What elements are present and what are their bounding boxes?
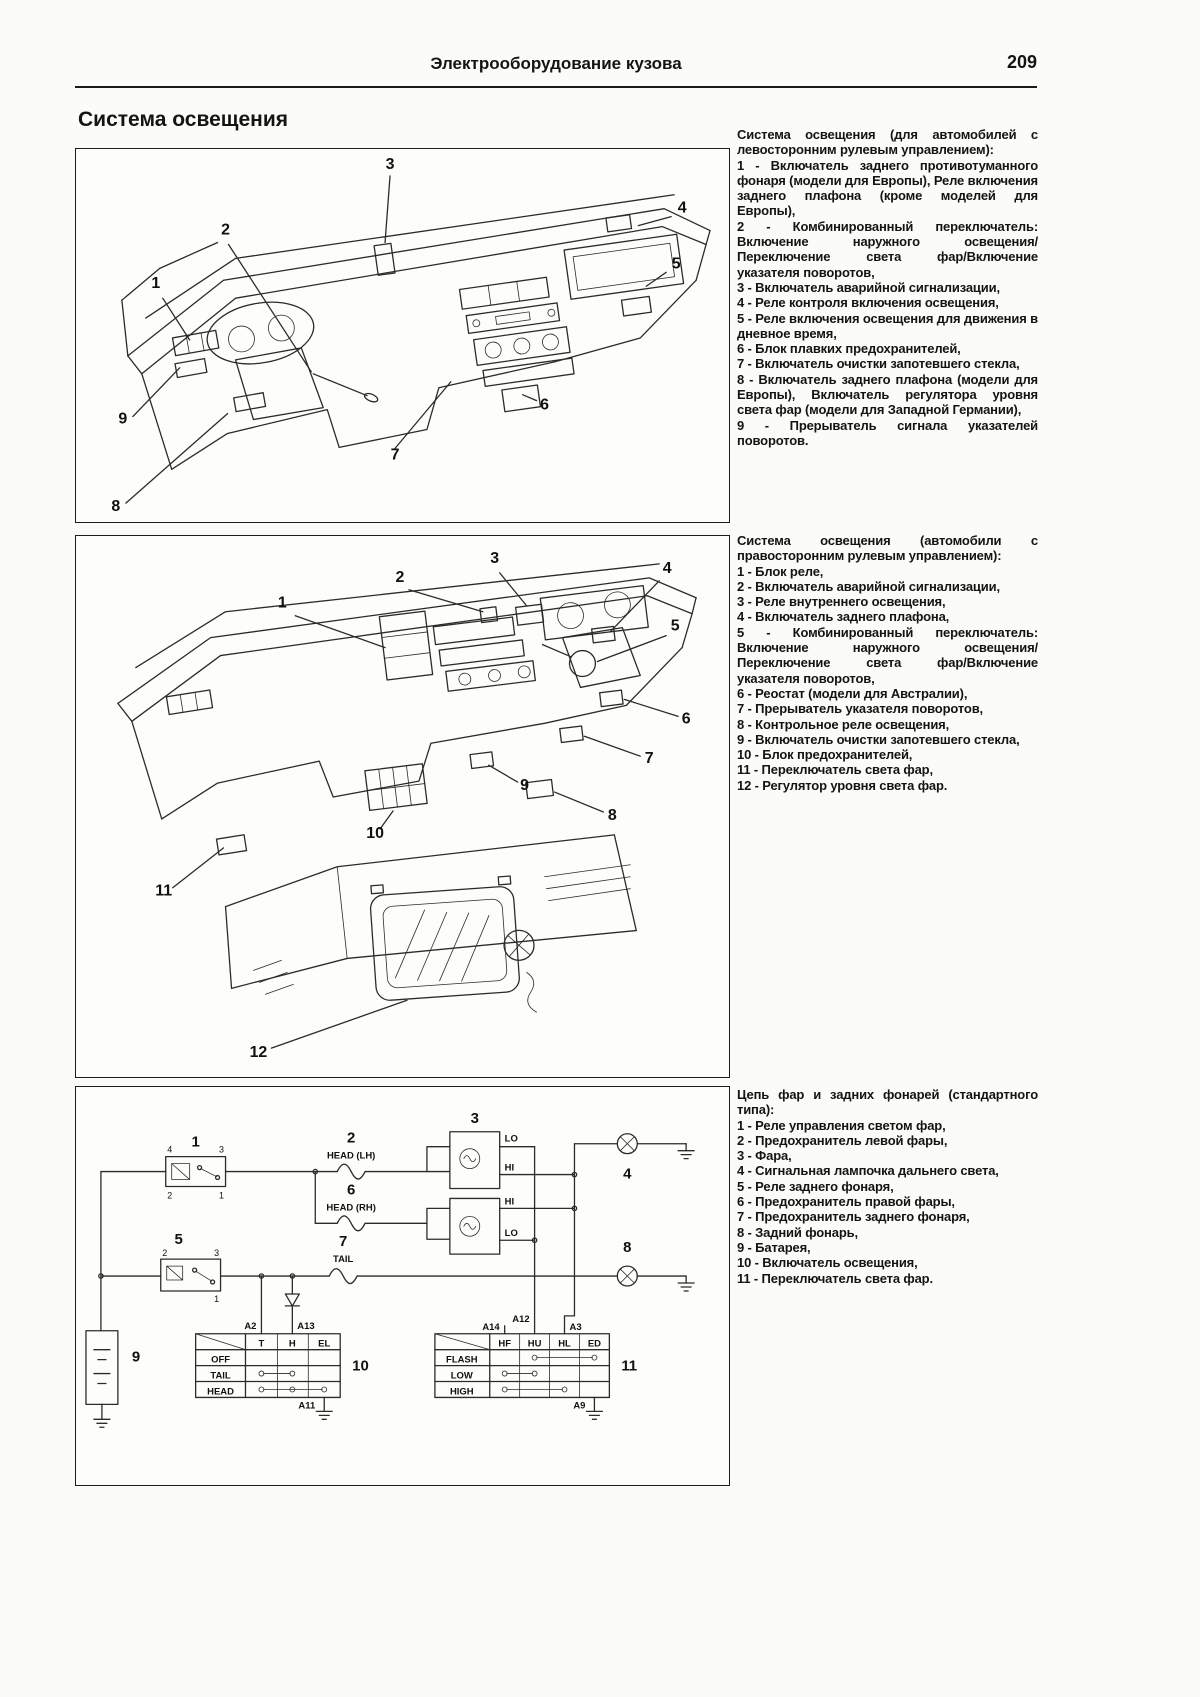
connector-label: A13 [297,1320,315,1332]
legend-item: 1 - Реле управления светом фар, [737,1117,946,1133]
rear-lamp-switch [234,393,266,412]
fuse-label: HEAD (RH) [326,1202,376,1214]
callout-label: 9 [520,777,530,795]
callout-label: 1 [277,594,287,612]
legend-item: 9 - Батарея, [737,1239,811,1255]
table-row-label: HEAD [207,1386,234,1398]
terminal-label: 1 [219,1190,225,1201]
daytime-light-relay [622,296,652,316]
legend-item: 11 - Переключатель света фар. [737,1270,933,1286]
rhd-dashboard-drawing [76,536,729,1077]
light-control-relay [606,215,632,232]
legend-item: 2 - Комбинированный переключатель: Включение наружного освещения/Переключение света фар/Включение указателя поворотов, [737,218,1038,280]
legend-item: 6 - Блок плавких предохранителей, [737,341,961,357]
legend-item: 9 - Включатель очистки запотевшего стекла, [737,731,1020,747]
hazard-switch [374,243,395,275]
legend-item: 6 - Реостат (модели для Австралии), [737,685,968,701]
table-col-label: HL [558,1338,571,1350]
callout-label: 1 [151,275,161,293]
callout-label: 7 [644,750,654,768]
rheostat [600,690,623,707]
legend-rhd [737,533,1038,793]
fuse-block [365,764,427,811]
table-col-label: HF [498,1338,511,1350]
terminal-label: 1 [214,1293,220,1304]
lhd-dashboard-drawing [76,149,729,522]
connector-label: A14 [482,1321,500,1333]
callout-label: 5 [174,1231,183,1249]
dashboard-line-art [118,564,696,1012]
connector-label: A3 [569,1321,582,1333]
callout-label: 11 [155,882,173,900]
legend-intro: Система освещения (для автомобилей с левосторонним рулевым управлением): [737,127,1038,158]
headlight-relay-symbol [166,1157,226,1187]
callout-label: 4 [677,199,687,217]
legend-item: 12 - Регулятор уровня света фар. [737,777,948,793]
taillight-relay-symbol [161,1259,221,1291]
figure-wiring-diagram [75,1086,730,1486]
legend-lhd [737,127,1038,448]
legend-item: 7 - Предохранитель заднего фонаря, [737,1209,970,1225]
figure-rhd-dashboard [75,535,730,1078]
connector-label: A11 [298,1400,316,1412]
legend-item: 7 - Прерыватель указателя поворотов, [737,701,983,717]
legend-item: 1 - Включатель заднего противотуманного фонаря (модели для Европы), Реле включения заднего плафона (кроме моделей для Европы), [737,157,1038,219]
callout-label: 9 [131,1348,141,1366]
page-header-title: Электрооборудование кузова [430,54,682,73]
connector-label: A12 [512,1313,530,1325]
terminal-label: 2 [167,1190,173,1201]
callout-label: 3 [490,549,500,567]
callout-label: 10 [366,824,384,842]
beam-label: LO [504,1228,518,1240]
table-row-label: OFF [211,1354,231,1366]
interior-light-relay [516,604,544,625]
callout-label: 1 [191,1133,200,1151]
callout-label: 7 [390,446,400,464]
section-title: Система освещения [78,108,288,131]
fuse-label: HEAD (LH) [326,1150,376,1162]
relay-block [379,611,432,680]
callout-label: 6 [540,396,549,414]
callout-label: 9 [118,410,128,428]
callout-label: 8 [607,806,617,824]
table-row-label: HIGH [449,1386,474,1398]
callout-label: 8 [111,498,121,516]
headlight-assembly-drawing [226,835,637,1012]
headlight-rh-symbol [450,1198,500,1254]
legend-item: 7 - Включатель очистки запотевшего стекла, [737,356,1020,372]
legend-item: 6 - Предохранитель правой фары, [737,1194,955,1210]
battery-symbol [86,1331,118,1405]
turn-signal-flasher [560,726,583,743]
legend-item: 3 - Включатель аварийной сигнализации, [737,279,1000,295]
table-row-label: TAIL [210,1370,231,1382]
legend-wiring [737,1087,1038,1286]
callout-label: 4 [662,559,672,577]
callout-label: 3 [385,155,395,173]
table-col-label: HU [527,1338,542,1350]
callout-label: 4 [623,1165,632,1183]
figure-lhd-dashboard [75,148,730,523]
callout-label: 6 [681,710,691,728]
legend-item: 2 - Включатель аварийной сигнализации, [737,578,1000,594]
legend-item: 8 - Включатель заднего плафона (модели для Европы), Включатель регулятора уровня света фар (модели для Западной Германии), [737,371,1038,418]
legend-item: 8 - Задний фонарь, [737,1224,858,1240]
table-row-label: FLASH [446,1354,478,1366]
legend-intro: Цепь фар и задних фонарей (стандартного типа): [737,1087,1038,1118]
legend-item: 11 - Переключатель света фар, [737,762,933,778]
terminal-label: 4 [167,1144,173,1155]
table-col-label: T [258,1338,265,1350]
legend-item: 4 - Включатель заднего плафона, [737,609,950,625]
beam-label: HI [504,1196,515,1208]
terminal-label: 3 [219,1144,225,1155]
beam-label: HI [504,1162,515,1174]
headlight-switch-pod [216,835,246,855]
page-number: 209 [1006,52,1037,72]
legend-item: 3 - Реле внутреннего освещения, [737,594,946,610]
table-col-label: ED [587,1338,601,1350]
header-rule [75,86,1037,88]
legend-item: 8 - Контрольное реле освещения, [737,716,950,732]
callout-label: 5 [670,617,680,635]
legend-item: 10 - Включатель освещения, [737,1255,918,1271]
callout-label: 12 [249,1044,268,1062]
table-col-label: H [288,1338,296,1350]
schematic-wires [86,1129,694,1428]
callout-label: 11 [621,1357,638,1375]
legend-item: 10 - Блок предохранителей, [737,747,913,763]
legend-intro: Система освещения (автомобили с правосторонним рулевым управлением): [737,533,1038,564]
callout-label: 6 [346,1181,356,1199]
legend-item: 5 - Реле заднего фонаря, [737,1178,894,1194]
callout-label: 2 [346,1129,356,1147]
callout-label: 3 [470,1109,479,1127]
callout-label: 5 [671,255,681,273]
legend-item: 5 - Реле включения освещения для движения в дневное время, [737,310,1038,341]
table-row-label: LOW [450,1370,473,1382]
combination-switch-stalk [313,374,367,396]
terminal-label: 2 [162,1248,168,1259]
legend-item: 3 - Фара, [737,1148,792,1164]
light-control-relay [526,780,554,799]
callout-label: 8 [623,1239,632,1257]
terminal-label: 3 [214,1248,220,1259]
legend-item: 4 - Сигнальная лампочка дальнего света, [737,1163,999,1179]
legend-item: 2 - Предохранитель левой фары, [737,1132,948,1148]
combination-switch [569,651,595,677]
callout-label: 2 [395,568,405,586]
legend-item: 1 - Блок реле, [737,563,824,579]
beam-label: LO [504,1133,518,1145]
legend-item: 5 - Комбинированный переключатель: Включение наружного освещения/Переключение света фар/Включение указателя поворотов, [737,624,1038,686]
fuse-label: TAIL [333,1254,354,1266]
wiring-schematic [76,1087,729,1485]
connector-label: A2 [244,1320,257,1332]
callout-leaders [173,573,678,1048]
fuse-block [502,385,541,412]
callout-label: 7 [339,1233,348,1251]
legend-item: 4 - Реле контроля включения освещения, [737,295,999,311]
table-col-label: EL [318,1338,331,1350]
diode-symbol [285,1294,299,1306]
callout-label: 10 [352,1357,369,1375]
legend-item: 9 - Прерыватель сигнала указателей поворотов. [737,417,1038,448]
callout-label: 2 [221,221,230,239]
connector-label: A9 [573,1400,586,1412]
